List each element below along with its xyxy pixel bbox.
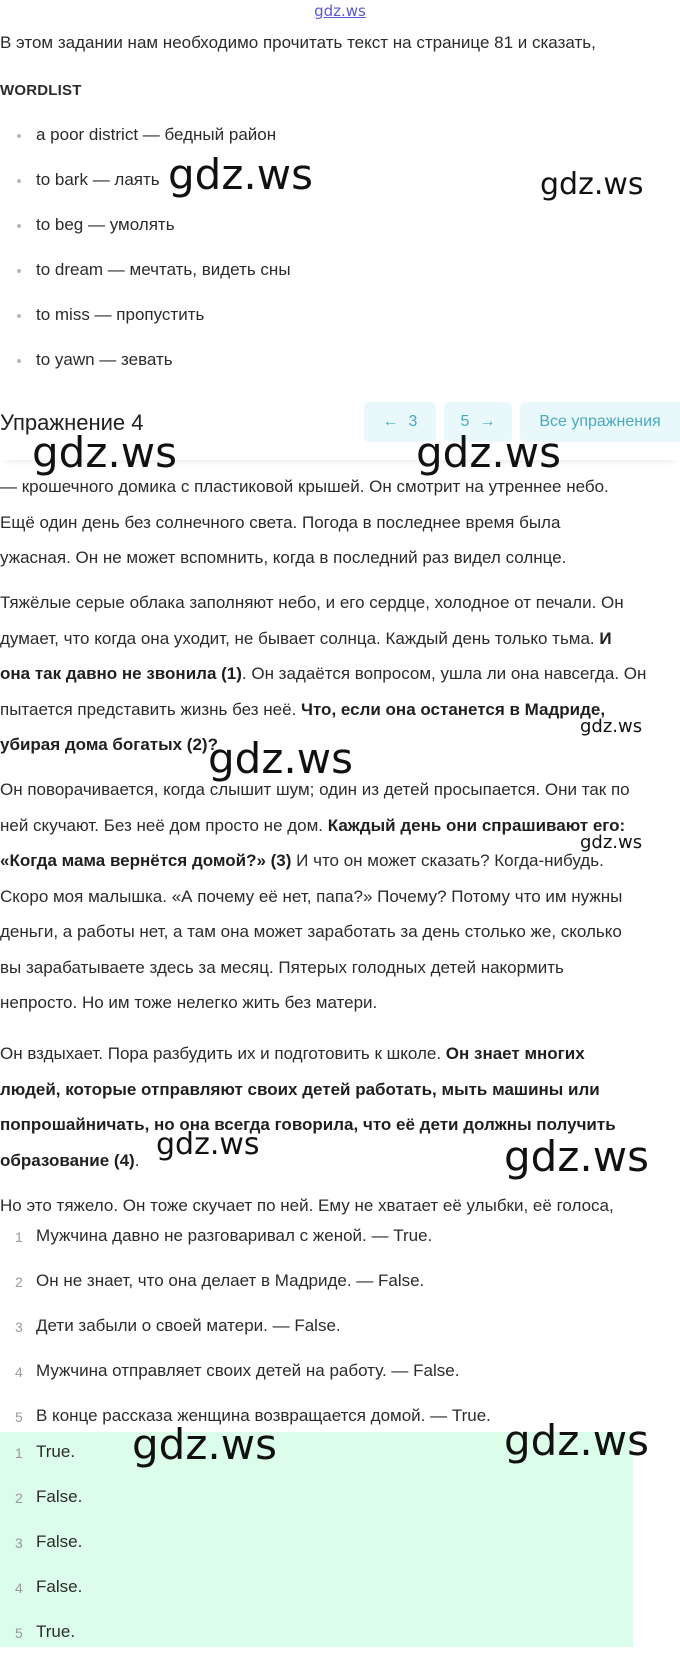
watermark: gdz.ws	[580, 832, 643, 853]
site-link[interactable]: gdz.ws	[314, 2, 366, 20]
watermark: gdz.ws	[416, 428, 561, 477]
answer-item	[0, 1487, 82, 1532]
text-line: непросто. Но им тоже нелегко жить без матери.	[0, 993, 378, 1012]
statement-text: Он не знает, что она делает в Мадриде. — False.	[36, 1271, 425, 1290]
intro-text: В этом задании нам необходимо прочитать текст на странице 81 и сказать,	[0, 33, 596, 52]
statement-text: Дети забыли о своей матери. — False.	[36, 1316, 341, 1335]
all-exercises-label: Все упражнения	[539, 413, 661, 430]
item-number: 2	[15, 1490, 23, 1506]
answer-text: True.	[36, 1622, 76, 1641]
statement-item	[0, 1226, 491, 1271]
prev-exercise-label: 3	[408, 413, 418, 430]
watermark: gdz.ws	[168, 150, 313, 199]
text-line	[0, 656, 680, 692]
wordlist-item: to beg — умолять	[0, 215, 291, 260]
item-number: 4	[15, 1580, 23, 1596]
item-number: 1	[15, 1445, 23, 1461]
wordlist-item: to yawn — зевать	[0, 350, 291, 395]
statement-item	[0, 1316, 491, 1361]
text-line: Он поворачивается, когда слышит шум; один из детей просыпается. Они так по	[0, 780, 630, 799]
answer-item	[0, 1577, 82, 1622]
highlight-4: Он знает многих	[445, 1044, 585, 1063]
text-line	[0, 808, 680, 844]
watermark: gdz.ws	[32, 428, 177, 477]
statements-list	[0, 1226, 491, 1451]
arrow-left-icon: ←	[382, 413, 399, 430]
wordlist-item: a poor district — бедный район	[0, 125, 291, 170]
next-exercise-label: 5	[460, 413, 470, 430]
watermark: gdz.ws	[540, 167, 644, 202]
text-line: Тяжёлые серые облака заполняют небо, и его сердце, холодное от печали. Он	[0, 593, 624, 612]
exercise-title: Упражнение 4	[0, 410, 144, 435]
watermark: gdz.ws	[132, 1420, 277, 1469]
highlight-4: попрошайничать, но она всегда говорила, что её дети должны получить	[0, 1115, 616, 1134]
text-fragment: ней скучают. Без неё дом просто не дом.	[0, 815, 328, 835]
highlight-4: образование (4)	[0, 1150, 135, 1170]
highlight-2: убирая дома богатых (2)?	[0, 735, 218, 754]
story-paragraph-1	[0, 469, 680, 576]
item-number: 2	[15, 1274, 23, 1290]
text-line	[0, 843, 680, 879]
text-line	[0, 1036, 680, 1072]
highlight-3: «Когда мама вернётся домой?» (3)	[0, 851, 292, 870]
arrow-right-icon: →	[479, 413, 496, 430]
text-fragment: .	[134, 1150, 140, 1170]
highlight-4: людей, которые отправляют своих детей работать, мыть машины или	[0, 1079, 600, 1099]
wordlist-item: to bark — лаять	[0, 170, 291, 215]
text-fragment: И что он может сказать? Когда-нибудь.	[291, 851, 604, 870]
story-paragraph-3	[0, 772, 680, 1021]
statement-text: В конце рассказа женщина возвращается домой. — True.	[36, 1406, 491, 1425]
item-number: 3	[15, 1535, 23, 1551]
text-line	[0, 692, 680, 728]
text-fragment: Он вздыхает. Пора разбудить их и подготовить к школе.	[0, 1044, 446, 1063]
text-line: ужасная. Он не может вспомнить, когда в последний раз видел солнце.	[0, 548, 567, 567]
text-line: Но это тяжело. Он тоже скучает по ней. Ему не хватает её улыбки, её голоса,	[0, 1196, 614, 1215]
text-fragment: . Он задаётся вопросом, ушла ли она навсегда. Он	[241, 664, 647, 683]
highlight-2: Что, если она останется в Мадриде,	[301, 699, 606, 719]
watermark: gdz.ws	[504, 1416, 649, 1465]
wordlist-item: to dream — мечтать, видеть сны	[0, 260, 291, 305]
answer-text: True.	[36, 1442, 76, 1461]
highlight-1: она так давно не звонила (1)	[0, 664, 242, 683]
text-fragment: пытается представить жизнь без неё.	[0, 699, 302, 719]
answer-item	[0, 1532, 82, 1577]
item-number: 5	[15, 1625, 23, 1641]
item-number: 1	[15, 1229, 23, 1245]
watermark: gdz.ws	[156, 1127, 260, 1162]
statement-text: Мужчина давно не разговаривал с женой. — True.	[36, 1226, 433, 1245]
text-fragment: думает, что когда она уходит, не бывает солнца. Каждый день только тьма.	[0, 628, 600, 648]
item-number: 4	[15, 1364, 23, 1380]
answer-item	[0, 1622, 82, 1667]
wordlist-heading: WORDLIST	[0, 82, 82, 99]
text-line: Ещё один день без солнечного света. Погода в последнее время была	[0, 512, 561, 532]
text-line	[0, 621, 680, 657]
highlight-1: И	[599, 628, 612, 648]
answers-list	[0, 1442, 82, 1667]
statement-item	[0, 1271, 491, 1316]
statement-text: Мужчина отправляет своих детей на работу. — False.	[36, 1361, 460, 1380]
answer-text: False.	[36, 1532, 83, 1551]
text-line: вы зарабатываете здесь за месяц. Пятерых голодных детей накормить	[0, 957, 564, 977]
highlight-3: Каждый день они спрашивают его:	[327, 815, 626, 835]
story-paragraph-5	[0, 1188, 680, 1224]
text-line: — крошечного домика с пластиковой крышей. Он смотрит на утреннее небо.	[0, 477, 609, 496]
statement-item	[0, 1361, 491, 1406]
item-number: 5	[15, 1409, 23, 1425]
watermark: gdz.ws	[504, 1132, 649, 1181]
wordlist-item: to miss — пропустить	[0, 305, 291, 350]
text-line	[0, 1072, 680, 1108]
watermark: gdz.ws	[580, 716, 643, 737]
answer-item	[0, 1442, 82, 1487]
text-line: Скоро моя малышка. «А почему её нет, папа?» Почему? Потому что им нужны	[0, 886, 623, 906]
item-number: 3	[15, 1319, 23, 1335]
watermark: gdz.ws	[208, 734, 353, 783]
answer-text: False.	[36, 1487, 83, 1506]
text-line: деньги, а работы нет, а там она может заработать за день столько же, сколько	[0, 922, 622, 941]
answer-text: False.	[36, 1577, 83, 1596]
